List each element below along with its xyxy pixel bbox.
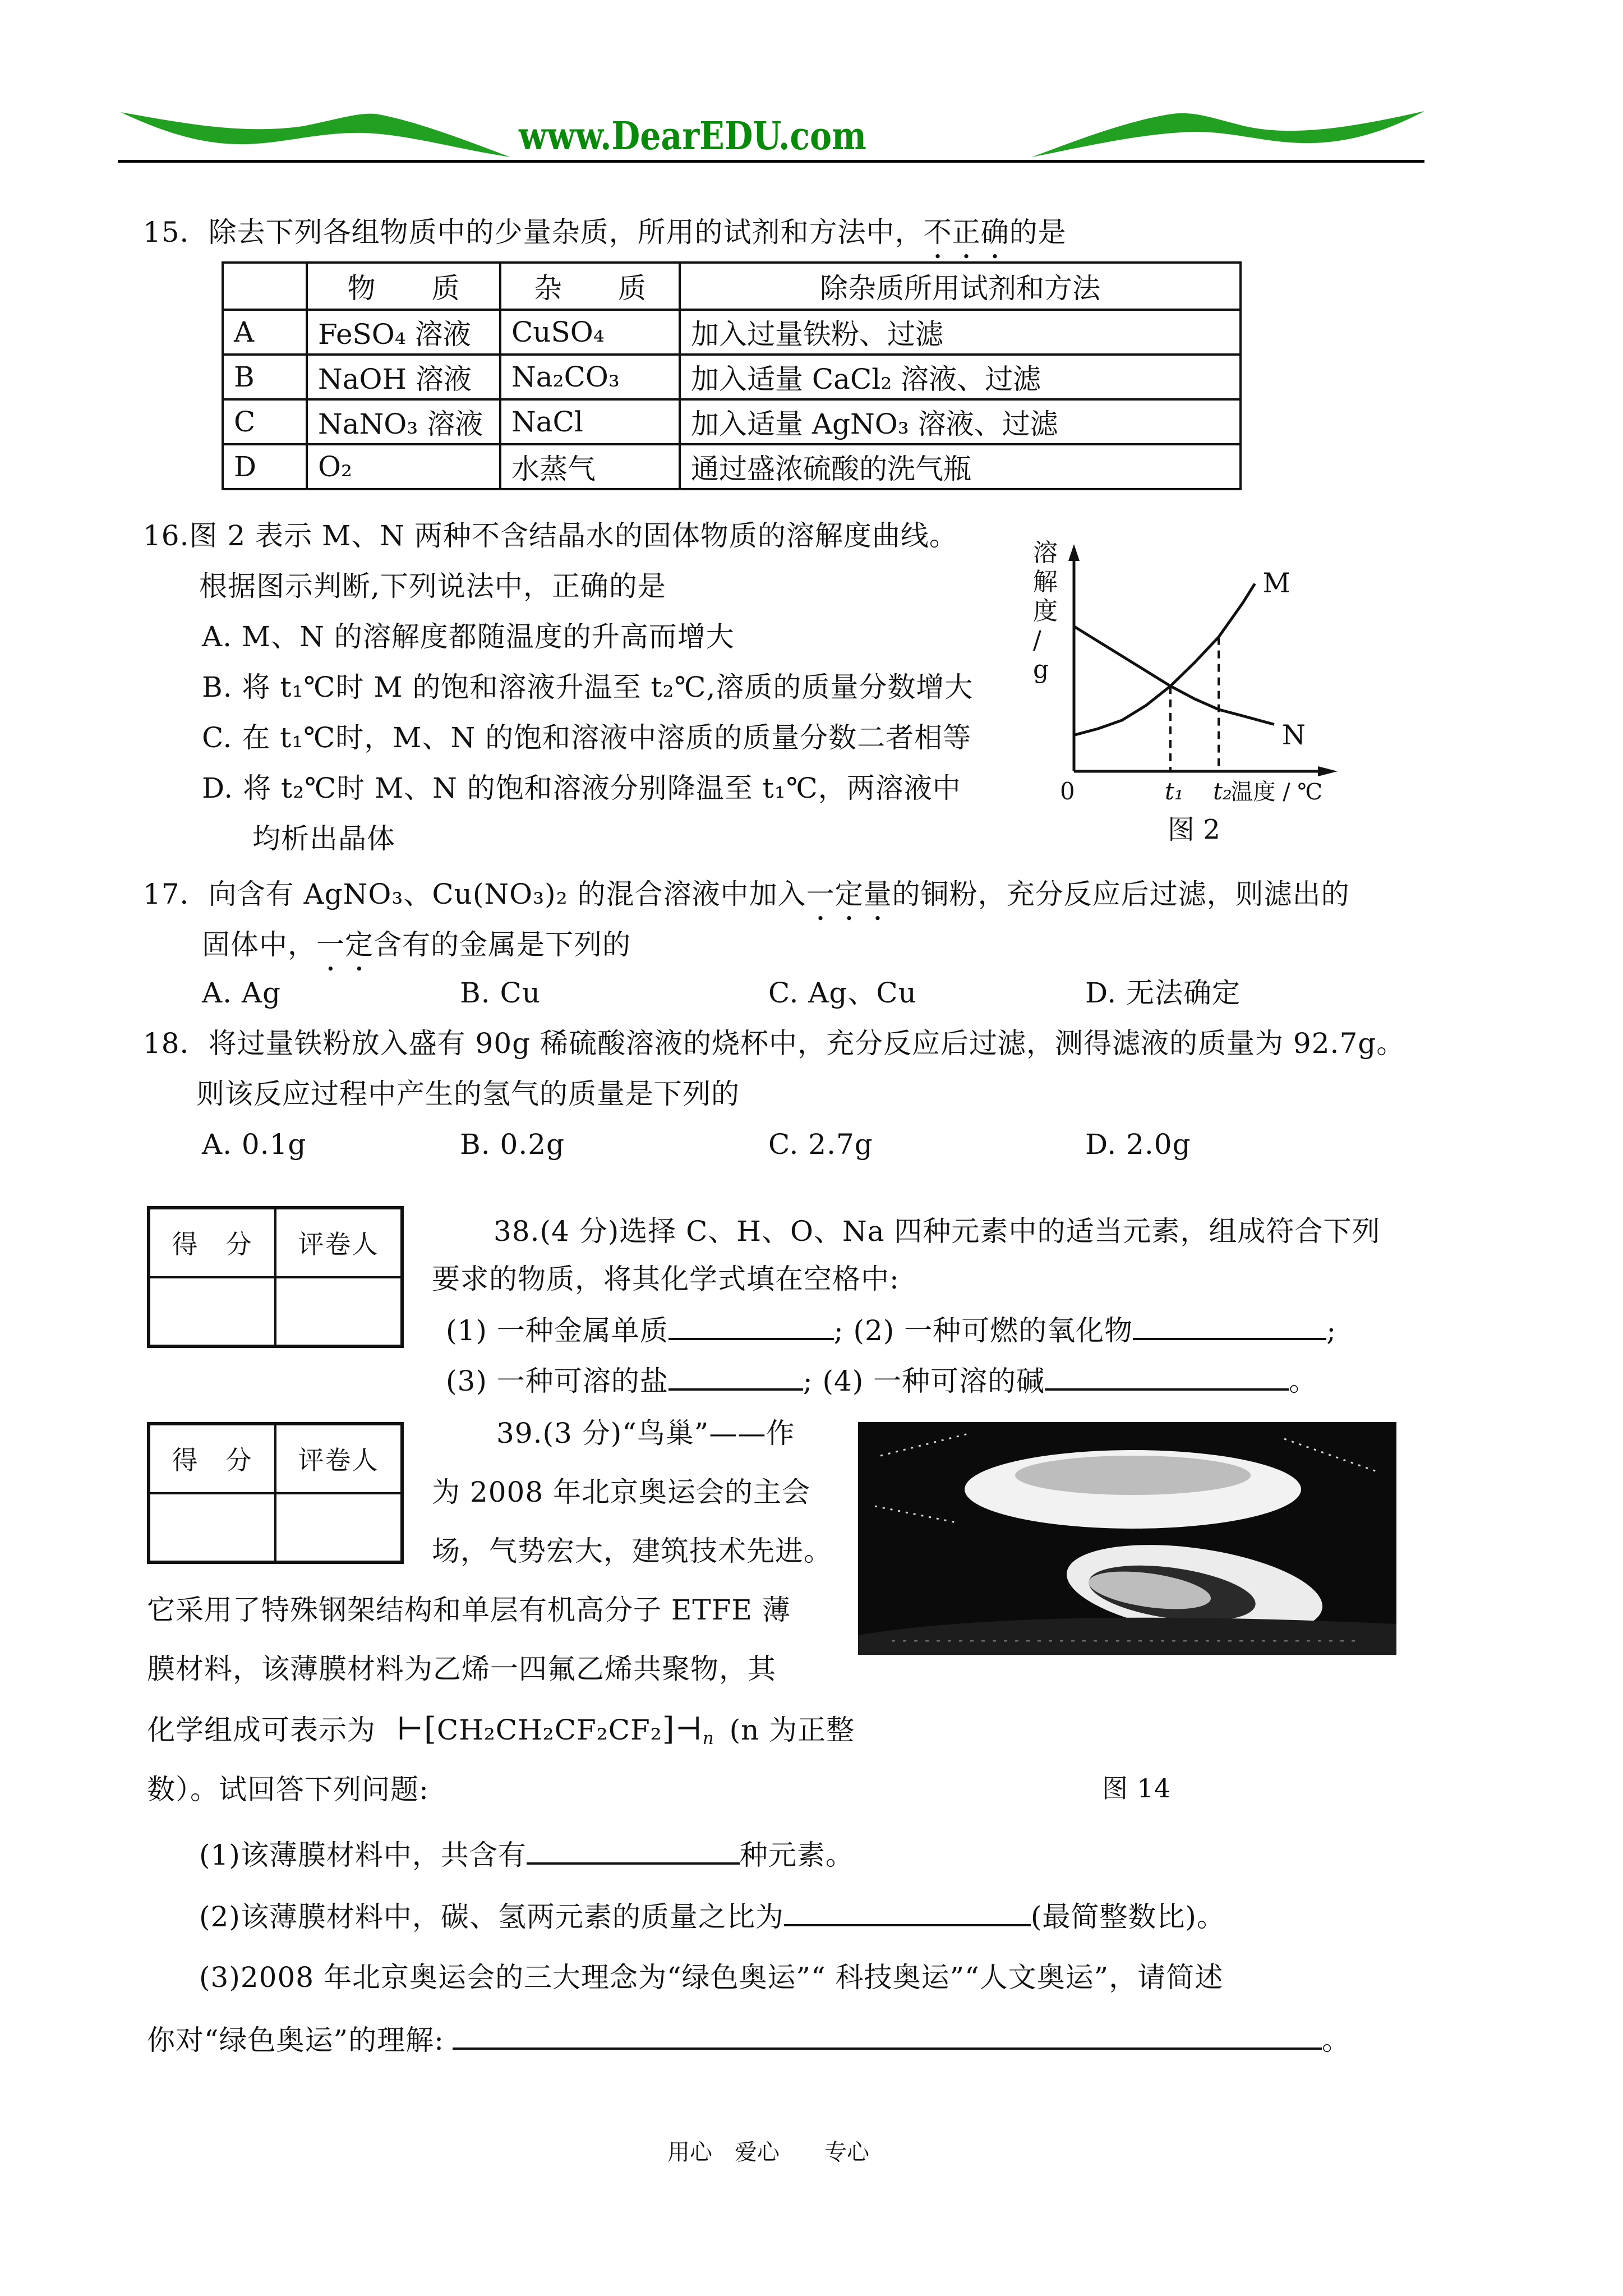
formula-repeat-unit: CH₂CH₂CF₂CF₂: [436, 1714, 662, 1746]
row-substance: FeSO₄ 溶液: [307, 310, 500, 355]
table-row: [223, 310, 1241, 355]
q39-sub1-text: (1)该薄膜材料中，共含有: [199, 1839, 527, 1871]
q15-stem-text: 15．除去下列各组物质中的少量杂质，所用的试剂和方法中，: [143, 216, 924, 249]
q15-stem-tail: 的是: [1009, 216, 1067, 249]
grader-label: 评卷人: [275, 1424, 402, 1493]
row-method: 加入适量 CaCl₂ 溶液、过滤: [680, 355, 1241, 399]
series-label-N: N: [1281, 719, 1306, 751]
row-label: A: [223, 310, 307, 355]
score-label: 得 分: [149, 1424, 275, 1493]
header-cell-impurity: 杂 质: [500, 263, 680, 310]
q38-item-3: (3) 一种可溶的盐: [446, 1365, 668, 1397]
row-impurity: CuSO₄: [500, 310, 680, 355]
grader-input-cell[interactable]: [275, 1277, 402, 1346]
q38-row2: [446, 1366, 1317, 1395]
q38-item-4: ; (4) 一种可溶的碱: [803, 1365, 1045, 1397]
q38-stem-line2: 要求的物质，将其化学式填在空格中:: [432, 1263, 900, 1295]
y-axis-arrow-icon: [1068, 544, 1080, 561]
table-row: [223, 399, 1241, 444]
q39-line7: 数）。试回答下列问题:: [147, 1773, 429, 1806]
q39-sub4-text: 你对“绿色奥运”的理解:: [147, 2024, 444, 2056]
score-input-cell[interactable]: [149, 1493, 275, 1562]
row-substance: NaOH 溶液: [307, 355, 500, 399]
q16-option-d-cont: 均析出晶体: [252, 822, 395, 855]
q16-option-b[interactable]: B. 将 t₁℃时 M 的饱和溶液升温至 t₂℃,溶质的质量分数增大: [202, 671, 974, 703]
q17-stem2-b: 含有的金属是下列的: [374, 928, 631, 961]
q39-line6-text: 化学组成可表示为: [147, 1714, 376, 1746]
q38-item-2: ; (2) 一种可燃的氧化物: [833, 1314, 1133, 1347]
q15-table-header: [223, 263, 1241, 310]
q15-stem-emphasis: 不正确: [923, 216, 1009, 249]
q18-option-d[interactable]: D. 2.0g: [1085, 1128, 1191, 1161]
q39-line5: 膜材料，该薄膜材料为乙烯一四氟乙烯共聚物，其: [147, 1653, 776, 1685]
left-wing-decoration: [118, 109, 510, 160]
q38-item-1: (1) 一种金属单质: [446, 1314, 668, 1347]
header-cell-label: [223, 263, 307, 310]
stadium-photo-illustration: [858, 1422, 1396, 1655]
q16-option-a[interactable]: A. M、N 的溶解度都随温度的升高而增大: [202, 620, 735, 653]
row-label: C: [223, 399, 307, 444]
q39-sub1-tail: 种元素。: [739, 1839, 854, 1871]
answer-blank-2[interactable]: [1133, 1315, 1326, 1340]
answer-blank-green-olympics[interactable]: [453, 2025, 1322, 2050]
q38-end-1: ;: [1326, 1314, 1337, 1347]
q17-stem2-emphasis: 一定: [316, 928, 374, 961]
q17-stem-line1: [143, 878, 1350, 927]
polymer-formula: [396, 1711, 724, 1749]
site-brand[interactable]: www.DearEDU.com: [519, 114, 866, 159]
q39-line1: 39.(3 分)“鸟巢”——作: [496, 1417, 795, 1450]
q18-stem-line2: 则该反应过程中产生的氢气的质量是下列的: [196, 1078, 740, 1110]
grader-input-cell[interactable]: [275, 1493, 402, 1562]
solubility-chart-svg: [1026, 539, 1357, 875]
answer-blank-elements[interactable]: [527, 1840, 740, 1865]
q15-stem: [143, 216, 1067, 265]
x-axis-label: 温度 / ℃: [1230, 779, 1323, 805]
score-input-cell[interactable]: [149, 1277, 275, 1346]
row-method: 加入过量铁粉、过滤: [680, 310, 1241, 355]
q17-option-c[interactable]: C. Ag、Cu: [768, 977, 917, 1009]
q39-sub4: [147, 2025, 1350, 2054]
header-cell-substance: 物 质: [307, 263, 500, 310]
solubility-chart: [1026, 539, 1357, 875]
page-footer: 用心 爱心 专心: [667, 2139, 869, 2165]
q39-line6-tail: (n 为正整: [729, 1714, 855, 1746]
q39-sub2-text: (2)该薄膜材料中，碳、氢两元素的质量之比为: [199, 1901, 784, 1933]
row-label: D: [223, 444, 307, 489]
score-label: 得 分: [149, 1208, 275, 1277]
q38-score-box: [147, 1206, 404, 1348]
q18-stem-line1: 18．将过量铁粉放入盛有 90g 稀硫酸溶液的烧杯中，充分反应后过滤，测得滤液的质量为 92.7g。: [143, 1027, 1405, 1060]
y-axis-label-char: /: [1033, 626, 1041, 655]
table-row: [223, 355, 1241, 399]
q16-option-d[interactable]: D. 将 t₂℃时 M、N 的饱和溶液分别降温至 t₁℃，两溶液中: [202, 772, 961, 804]
y-axis-label-char: 度: [1033, 597, 1058, 625]
series-N-line: [1074, 627, 1274, 725]
formula-subscript-n: n: [702, 1728, 714, 1749]
q39-sub3: (3)2008 年北京奥运会的三大理念为“绿色奥运”“ 科技奥运”“人文奥运”，请简述: [199, 1961, 1224, 1994]
q17-stem-emphasis: 一定量: [806, 878, 892, 910]
q17-stem-a: 17．向含有 AgNO₃、Cu(NO₃)₂ 的混合溶液中加入: [143, 878, 806, 910]
q16-stem-line1: 16.图 2 表示 M、N 两种不含结晶水的固体物质的溶解度曲线。: [143, 519, 958, 552]
q16-option-c[interactable]: C. 在 t₁℃时，M、N 的饱和溶液中溶质的质量分数二者相等: [202, 721, 972, 754]
q39-score-box: [147, 1422, 404, 1564]
birds-nest-stadium-photo: [858, 1422, 1396, 1655]
row-substance: NaNO₃ 溶液: [307, 399, 500, 444]
q39-sub2-tail: (最简整数比)。: [1030, 1901, 1225, 1933]
q38-stem-line1: 38.(4 分)选择 C、H、O、Na 四种元素中的适当元素，组成符合下列: [494, 1215, 1381, 1248]
answer-blank-4[interactable]: [1045, 1366, 1289, 1391]
q39-sub2: [199, 1902, 1225, 1931]
y-axis-label-char: 溶: [1033, 539, 1058, 567]
x-tick-label: 0: [1060, 777, 1075, 805]
table-row: [223, 444, 1241, 489]
q15-table: [222, 261, 1242, 490]
q17-stem-b: 的铜粉，充分反应后过滤，则滤出的: [892, 878, 1350, 910]
q17-option-a[interactable]: A. Ag: [202, 977, 282, 1009]
y-axis-label-char: 解: [1033, 568, 1058, 596]
answer-blank-3[interactable]: [668, 1366, 803, 1391]
q39-line3: 场，气势宏大，建筑技术先进。: [432, 1535, 832, 1567]
row-impurity: 水蒸气: [500, 444, 680, 489]
figure-14-caption: 图 14: [1102, 1773, 1172, 1803]
q18-option-a[interactable]: A. 0.1g: [202, 1128, 307, 1161]
q18-option-b[interactable]: B. 0.2g: [460, 1128, 565, 1161]
row-impurity: NaCl: [500, 399, 680, 444]
q38-end-2: 。: [1289, 1365, 1318, 1397]
right-wing-decoration: [1032, 109, 1424, 160]
x-axis-arrow-icon: [1318, 766, 1338, 776]
q17-option-d[interactable]: D. 无法确定: [1085, 977, 1241, 1009]
q39-line6: [147, 1711, 855, 1749]
header-cell-method: 除杂质所用试剂和方法: [680, 263, 1241, 310]
q39-line4: 它采用了特殊钢架结构和单层有机高分子 ETFE 薄: [147, 1594, 791, 1626]
chart-title: 图 2: [1168, 814, 1220, 845]
grader-label: 评卷人: [275, 1208, 402, 1277]
q18-option-c[interactable]: C. 2.7g: [768, 1128, 873, 1161]
q16-stem-line2: 根据图示判断,下列说法中，正确的是: [199, 570, 666, 602]
row-label: B: [223, 355, 307, 399]
q39-line2: 为 2008 年北京奥运会的主会: [432, 1476, 811, 1508]
q17-stem-line2: [202, 928, 631, 977]
row-substance: O₂: [307, 444, 500, 489]
answer-blank-1[interactable]: [668, 1315, 834, 1340]
x-tick-label: t₂: [1213, 777, 1232, 805]
q39-sub4-tail: 。: [1321, 2024, 1350, 2056]
q38-row1: [446, 1315, 1336, 1345]
answer-blank-mass-ratio[interactable]: [784, 1902, 1031, 1926]
row-method: 加入适量 AgNO₃ 溶液、过滤: [680, 399, 1241, 444]
site-header: [118, 109, 1430, 165]
series-label-M: M: [1262, 567, 1290, 599]
x-tick-label: t₁: [1165, 777, 1184, 805]
q17-option-b[interactable]: B. Cu: [460, 977, 541, 1009]
y-axis-label-char: g: [1033, 655, 1049, 684]
bracket-close-icon: ]⊣: [662, 1711, 703, 1747]
q39-sub1: [199, 1840, 854, 1869]
bracket-open-icon: ⊢[: [396, 1711, 437, 1747]
row-impurity: Na₂CO₃: [500, 355, 680, 399]
q17-stem2-a: 固体中，: [202, 928, 316, 961]
header-rule: [118, 160, 1424, 163]
row-method: 通过盛浓硫酸的洗气瓶: [680, 444, 1241, 489]
